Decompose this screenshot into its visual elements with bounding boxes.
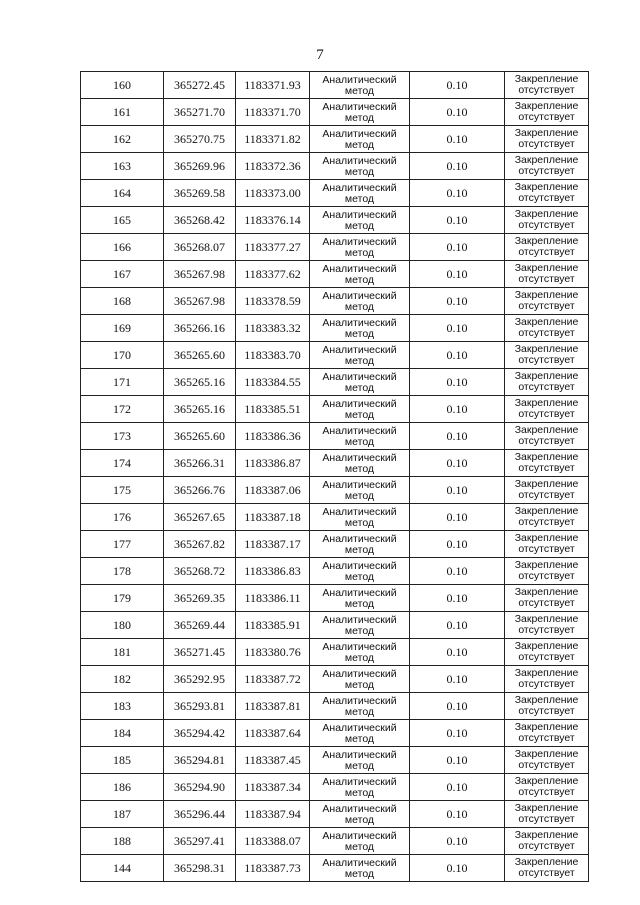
y-coordinate-cell: 1183386.83 (236, 558, 310, 585)
method-text: Аналитический метод (322, 74, 397, 97)
table-row (81, 747, 589, 774)
fixing-cell: Закрепление отсутствует (505, 747, 589, 774)
table-row (81, 126, 589, 153)
x-coordinate-cell: 365298.31 (164, 855, 236, 882)
point-number-cell: 182 (81, 666, 164, 693)
method-cell (310, 423, 410, 450)
accuracy-cell: 0.10 (410, 342, 505, 369)
table-row (81, 288, 589, 315)
method-text: Аналитический метод (322, 749, 397, 772)
table-row (81, 234, 589, 261)
x-coordinate-cell: 365269.96 (164, 153, 236, 180)
y-coordinate-cell: 1183387.45 (236, 747, 310, 774)
table-row (81, 801, 589, 828)
table-row (81, 612, 589, 639)
method-cell (310, 342, 410, 369)
accuracy-cell: 0.10 (410, 72, 505, 99)
method-text: Аналитический метод (322, 614, 397, 637)
point-number-cell: 171 (81, 369, 164, 396)
fixing-cell: Закрепление отсутствует (505, 720, 589, 747)
table-row (81, 558, 589, 585)
page-number: 7 (316, 47, 324, 63)
method-text: Аналитический метод (322, 452, 397, 475)
point-number-cell: 185 (81, 747, 164, 774)
fixing-cell: Закрепление отсутствует (505, 612, 589, 639)
method-cell (310, 828, 410, 855)
method-cell (310, 504, 410, 531)
point-number-cell: 162 (81, 126, 164, 153)
method-cell (310, 855, 410, 882)
method-text: Аналитический метод (322, 857, 397, 880)
x-coordinate-cell: 365269.58 (164, 180, 236, 207)
table-row (81, 720, 589, 747)
method-cell (310, 720, 410, 747)
accuracy-cell: 0.10 (410, 315, 505, 342)
x-coordinate-cell: 365265.60 (164, 423, 236, 450)
point-number-cell: 184 (81, 720, 164, 747)
y-coordinate-cell: 1183387.17 (236, 531, 310, 558)
point-number-cell: 168 (81, 288, 164, 315)
fixing-cell: Закрепление отсутствует (505, 531, 589, 558)
table-row (81, 342, 589, 369)
method-cell (310, 774, 410, 801)
y-coordinate-cell: 1183384.55 (236, 369, 310, 396)
y-coordinate-cell: 1183371.70 (236, 99, 310, 126)
point-number-cell: 180 (81, 612, 164, 639)
table-row (81, 153, 589, 180)
y-coordinate-cell: 1183385.51 (236, 396, 310, 423)
y-coordinate-cell: 1183388.07 (236, 828, 310, 855)
method-text: Аналитический метод (322, 722, 397, 745)
x-coordinate-cell: 365268.72 (164, 558, 236, 585)
x-coordinate-cell: 365294.90 (164, 774, 236, 801)
x-coordinate-cell: 365267.82 (164, 531, 236, 558)
method-text: Аналитический метод (322, 398, 397, 421)
x-coordinate-cell: 365269.35 (164, 585, 236, 612)
method-text: Аналитический метод (322, 803, 397, 826)
y-coordinate-cell: 1183383.32 (236, 315, 310, 342)
table-row (81, 639, 589, 666)
x-coordinate-cell: 365265.16 (164, 396, 236, 423)
fixing-cell: Закрепление отсутствует (505, 774, 589, 801)
x-coordinate-cell: 365268.42 (164, 207, 236, 234)
table-row (81, 828, 589, 855)
fixing-cell: Закрепление отсутствует (505, 234, 589, 261)
method-text: Аналитический метод (322, 155, 397, 178)
fixing-cell: Закрепление отсутствует (505, 666, 589, 693)
point-number-cell: 187 (81, 801, 164, 828)
point-number-cell: 188 (81, 828, 164, 855)
table-row (81, 396, 589, 423)
table-row (81, 693, 589, 720)
fixing-cell: Закрепление отсутствует (505, 801, 589, 828)
x-coordinate-cell: 365294.42 (164, 720, 236, 747)
table-row (81, 585, 589, 612)
point-number-cell: 178 (81, 558, 164, 585)
method-text: Аналитический метод (322, 668, 397, 691)
y-coordinate-cell: 1183387.34 (236, 774, 310, 801)
table-row (81, 774, 589, 801)
accuracy-cell: 0.10 (410, 774, 505, 801)
method-cell (310, 558, 410, 585)
accuracy-cell: 0.10 (410, 126, 505, 153)
point-number-cell: 160 (81, 72, 164, 99)
table-row (81, 504, 589, 531)
fixing-cell: Закрепление отсутствует (505, 207, 589, 234)
x-coordinate-cell: 365297.41 (164, 828, 236, 855)
accuracy-cell: 0.10 (410, 153, 505, 180)
point-number-cell: 176 (81, 504, 164, 531)
method-cell (310, 585, 410, 612)
method-cell (310, 639, 410, 666)
accuracy-cell: 0.10 (410, 801, 505, 828)
table-row (81, 855, 589, 882)
y-coordinate-cell: 1183387.18 (236, 504, 310, 531)
y-coordinate-cell: 1183387.94 (236, 801, 310, 828)
method-text: Аналитический метод (322, 479, 397, 502)
method-text: Аналитический метод (322, 182, 397, 205)
method-cell (310, 126, 410, 153)
fixing-cell: Закрепление отсутствует (505, 558, 589, 585)
x-coordinate-cell: 365267.98 (164, 288, 236, 315)
fixing-cell: Закрепление отсутствует (505, 693, 589, 720)
point-number-cell: 167 (81, 261, 164, 288)
accuracy-cell: 0.10 (410, 261, 505, 288)
table-row (81, 666, 589, 693)
method-text: Аналитический метод (322, 830, 397, 853)
fixing-cell: Закрепление отсутствует (505, 639, 589, 666)
fixing-cell: Закрепление отсутствует (505, 126, 589, 153)
method-text: Аналитический метод (322, 587, 397, 610)
y-coordinate-cell: 1183387.06 (236, 477, 310, 504)
x-coordinate-cell: 365294.81 (164, 747, 236, 774)
fixing-cell: Закрепление отсутствует (505, 342, 589, 369)
accuracy-cell: 0.10 (410, 99, 505, 126)
fixing-cell: Закрепление отсутствует (505, 72, 589, 99)
x-coordinate-cell: 365270.75 (164, 126, 236, 153)
x-coordinate-cell: 365272.45 (164, 72, 236, 99)
accuracy-cell: 0.10 (410, 531, 505, 558)
y-coordinate-cell: 1183387.73 (236, 855, 310, 882)
fixing-cell: Закрепление отсутствует (505, 396, 589, 423)
point-number-cell: 173 (81, 423, 164, 450)
method-cell (310, 180, 410, 207)
x-coordinate-cell: 365269.44 (164, 612, 236, 639)
y-coordinate-cell: 1183386.87 (236, 450, 310, 477)
fixing-cell: Закрепление отсутствует (505, 855, 589, 882)
point-number-cell: 172 (81, 396, 164, 423)
x-coordinate-cell: 365266.31 (164, 450, 236, 477)
x-coordinate-cell: 365267.65 (164, 504, 236, 531)
method-cell (310, 396, 410, 423)
fixing-cell: Закрепление отсутствует (505, 828, 589, 855)
point-number-cell: 169 (81, 315, 164, 342)
accuracy-cell: 0.10 (410, 585, 505, 612)
accuracy-cell: 0.10 (410, 639, 505, 666)
accuracy-cell: 0.10 (410, 369, 505, 396)
point-number-cell: 170 (81, 342, 164, 369)
accuracy-cell: 0.10 (410, 477, 505, 504)
method-cell (310, 477, 410, 504)
table-row (81, 72, 589, 99)
y-coordinate-cell: 1183386.36 (236, 423, 310, 450)
point-number-cell: 161 (81, 99, 164, 126)
accuracy-cell: 0.10 (410, 423, 505, 450)
method-text: Аналитический метод (322, 506, 397, 529)
y-coordinate-cell: 1183387.72 (236, 666, 310, 693)
method-text: Аналитический метод (322, 425, 397, 448)
accuracy-cell: 0.10 (410, 693, 505, 720)
method-cell (310, 261, 410, 288)
y-coordinate-cell: 1183383.70 (236, 342, 310, 369)
fixing-cell: Закрепление отсутствует (505, 504, 589, 531)
accuracy-cell: 0.10 (410, 558, 505, 585)
method-cell (310, 450, 410, 477)
coordinates-table-body (81, 72, 589, 882)
method-text: Аналитический метод (322, 641, 397, 664)
fixing-cell: Закрепление отсутствует (505, 99, 589, 126)
method-text: Аналитический метод (322, 263, 397, 286)
method-cell (310, 612, 410, 639)
fixing-cell: Закрепление отсутствует (505, 315, 589, 342)
method-text: Аналитический метод (322, 776, 397, 799)
accuracy-cell: 0.10 (410, 207, 505, 234)
point-number-cell: 166 (81, 234, 164, 261)
method-cell (310, 234, 410, 261)
method-text: Аналитический метод (322, 209, 397, 232)
method-cell (310, 801, 410, 828)
method-cell (310, 72, 410, 99)
method-cell (310, 693, 410, 720)
method-cell (310, 153, 410, 180)
method-cell (310, 99, 410, 126)
accuracy-cell: 0.10 (410, 450, 505, 477)
accuracy-cell: 0.10 (410, 666, 505, 693)
x-coordinate-cell: 365267.98 (164, 261, 236, 288)
method-cell (310, 207, 410, 234)
method-text: Аналитический метод (322, 236, 397, 259)
y-coordinate-cell: 1183371.93 (236, 72, 310, 99)
method-text: Аналитический метод (322, 371, 397, 394)
x-coordinate-cell: 365265.60 (164, 342, 236, 369)
method-cell (310, 747, 410, 774)
method-text: Аналитический метод (322, 101, 397, 124)
table-row (81, 180, 589, 207)
y-coordinate-cell: 1183386.11 (236, 585, 310, 612)
point-number-cell: 186 (81, 774, 164, 801)
x-coordinate-cell: 365296.44 (164, 801, 236, 828)
point-number-cell: 174 (81, 450, 164, 477)
point-number-cell: 179 (81, 585, 164, 612)
fixing-cell: Закрепление отсутствует (505, 423, 589, 450)
table-row (81, 531, 589, 558)
y-coordinate-cell: 1183373.00 (236, 180, 310, 207)
fixing-cell: Закрепление отсутствует (505, 585, 589, 612)
fixing-cell: Закрепление отсутствует (505, 180, 589, 207)
point-number-cell: 165 (81, 207, 164, 234)
coordinates-table (80, 71, 589, 882)
fixing-cell: Закрепление отсутствует (505, 369, 589, 396)
fixing-cell: Закрепление отсутствует (505, 288, 589, 315)
point-number-cell: 175 (81, 477, 164, 504)
method-cell (310, 666, 410, 693)
y-coordinate-cell: 1183377.27 (236, 234, 310, 261)
method-cell (310, 315, 410, 342)
method-cell (310, 531, 410, 558)
fixing-cell: Закрепление отсутствует (505, 153, 589, 180)
table-row (81, 423, 589, 450)
accuracy-cell: 0.10 (410, 396, 505, 423)
point-number-cell: 144 (81, 855, 164, 882)
table-row (81, 369, 589, 396)
y-coordinate-cell: 1183376.14 (236, 207, 310, 234)
y-coordinate-cell: 1183380.76 (236, 639, 310, 666)
table-row (81, 450, 589, 477)
y-coordinate-cell: 1183387.64 (236, 720, 310, 747)
x-coordinate-cell: 365293.81 (164, 693, 236, 720)
table-row (81, 261, 589, 288)
fixing-cell: Закрепление отсутствует (505, 450, 589, 477)
method-cell (310, 288, 410, 315)
method-text: Аналитический метод (322, 128, 397, 151)
y-coordinate-cell: 1183372.36 (236, 153, 310, 180)
accuracy-cell: 0.10 (410, 288, 505, 315)
accuracy-cell: 0.10 (410, 720, 505, 747)
table-row (81, 315, 589, 342)
method-text: Аналитический метод (322, 560, 397, 583)
accuracy-cell: 0.10 (410, 747, 505, 774)
point-number-cell: 181 (81, 639, 164, 666)
x-coordinate-cell: 365292.95 (164, 666, 236, 693)
method-text: Аналитический метод (322, 695, 397, 718)
fixing-cell: Закрепление отсутствует (505, 261, 589, 288)
x-coordinate-cell: 365271.70 (164, 99, 236, 126)
method-text: Аналитический метод (322, 344, 397, 367)
accuracy-cell: 0.10 (410, 234, 505, 261)
accuracy-cell: 0.10 (410, 180, 505, 207)
y-coordinate-cell: 1183377.62 (236, 261, 310, 288)
table-row (81, 477, 589, 504)
y-coordinate-cell: 1183387.81 (236, 693, 310, 720)
x-coordinate-cell: 365268.07 (164, 234, 236, 261)
method-cell (310, 369, 410, 396)
point-number-cell: 183 (81, 693, 164, 720)
method-text: Аналитический метод (322, 290, 397, 313)
method-text: Аналитический метод (322, 317, 397, 340)
accuracy-cell: 0.10 (410, 504, 505, 531)
point-number-cell: 164 (81, 180, 164, 207)
point-number-cell: 177 (81, 531, 164, 558)
point-number-cell: 163 (81, 153, 164, 180)
x-coordinate-cell: 365271.45 (164, 639, 236, 666)
x-coordinate-cell: 365265.16 (164, 369, 236, 396)
x-coordinate-cell: 365266.76 (164, 477, 236, 504)
accuracy-cell: 0.10 (410, 828, 505, 855)
accuracy-cell: 0.10 (410, 855, 505, 882)
y-coordinate-cell: 1183378.59 (236, 288, 310, 315)
fixing-cell: Закрепление отсутствует (505, 477, 589, 504)
table-row (81, 99, 589, 126)
x-coordinate-cell: 365266.16 (164, 315, 236, 342)
table-row (81, 207, 589, 234)
method-text: Аналитический метод (322, 533, 397, 556)
y-coordinate-cell: 1183371.82 (236, 126, 310, 153)
y-coordinate-cell: 1183385.91 (236, 612, 310, 639)
accuracy-cell: 0.10 (410, 612, 505, 639)
